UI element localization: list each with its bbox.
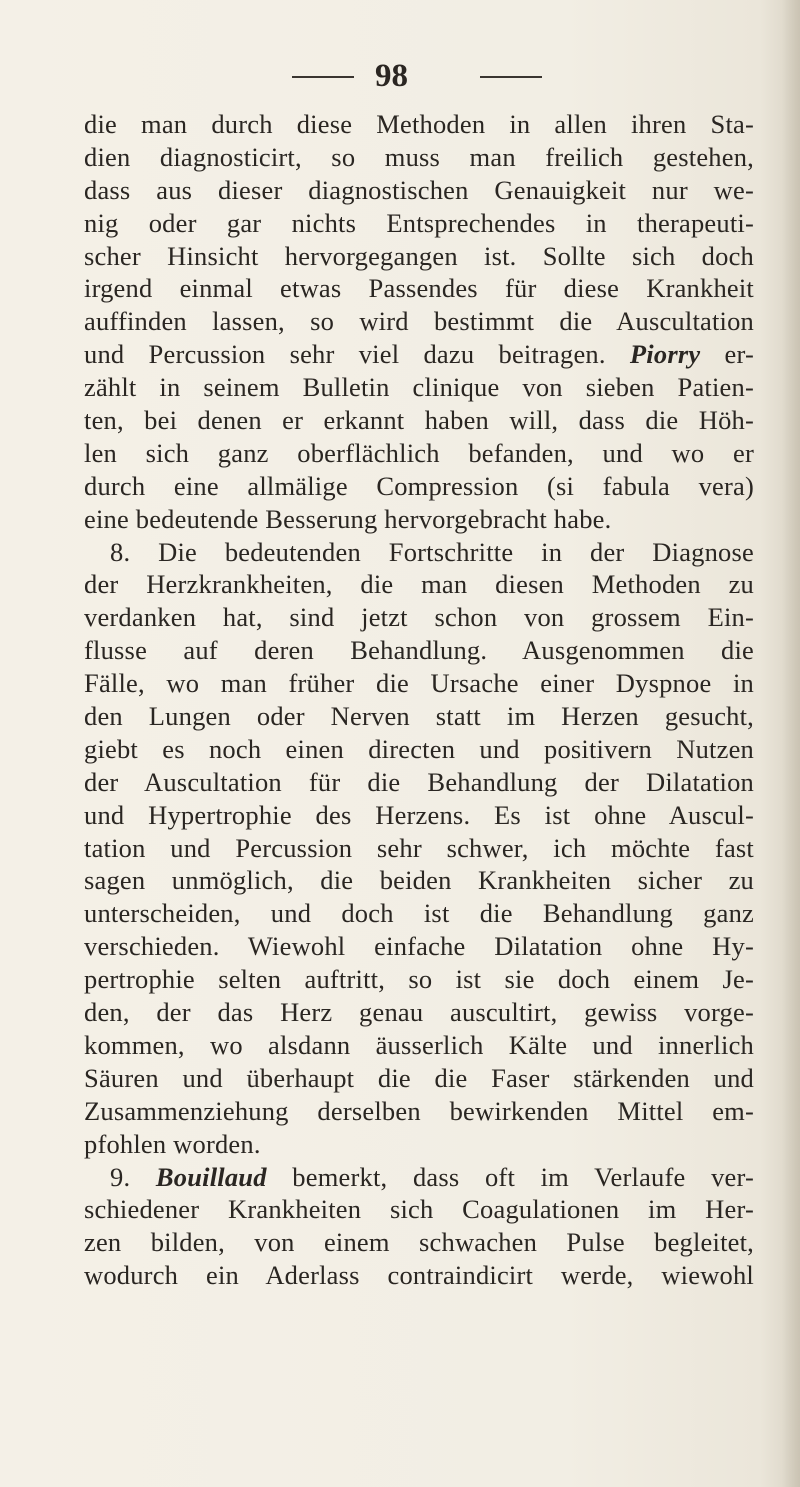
- text-line: kommen, wo alsdann äusserlich Kälte und innerlich: [84, 1029, 754, 1060]
- text-line: flusse auf deren Behandlung. Ausgenommen die: [84, 635, 754, 666]
- text-line: tation und Percussion sehr schwer, ich möchte fast: [84, 832, 754, 863]
- text-line: 8. Die bedeutenden Fortschritte in der Diagnose: [110, 536, 754, 567]
- text-line: unterscheiden, und doch ist die Behandlung ganz: [84, 898, 754, 929]
- text-line: der Auscultation für die Behandlung der Dilatation: [84, 766, 754, 797]
- text-line: zen bilden, von einem schwachen Pulse begleitet,: [84, 1227, 754, 1258]
- text-line: eine bedeutende Besserung hervorgebracht habe.: [84, 503, 612, 534]
- text-line: Säuren und überhaupt die die Faser stärkenden und: [84, 1062, 754, 1093]
- author-name: Piorry: [629, 339, 701, 370]
- page-header: [0, 56, 800, 96]
- text-line: den, der das Herz genau auscultirt, gewiss vorge-: [84, 997, 754, 1028]
- text-line: auffinden lassen, so wird bestimmt die Auscultation: [84, 306, 754, 337]
- text-line: Fälle, wo man früher die Ursache einer Dyspnoe in: [84, 668, 754, 699]
- page-number: 98: [375, 58, 408, 94]
- text-line: pertrophie selten auftritt, so ist sie doch einem Je-: [84, 964, 754, 995]
- text-line: ten, bei denen er erkannt haben will, dass die Höh-: [84, 405, 754, 436]
- text-line: irgend einmal etwas Passendes für diese Krankheit: [84, 273, 754, 304]
- text-line: sagen unmöglich, die beiden Krankheiten sicher zu: [84, 865, 754, 896]
- text-line: verdanken hat, sind jetzt schon von grossem Ein-: [84, 602, 754, 633]
- text-line: len sich ganz oberflächlich befanden, und wo er: [84, 437, 754, 468]
- text-line: wodurch ein Aderlass contraindicirt werde, wiewohl: [84, 1260, 754, 1291]
- text-line: der Herzkrankheiten, die man diesen Methoden zu: [84, 569, 754, 600]
- text-segment: und Percussion sehr viel dazu beitragen.: [84, 339, 630, 370]
- text-line: verschieden. Wiewohl einfache Dilatation ohne Hy-: [84, 931, 754, 962]
- text-line: scher Hinsicht hervorgegangen ist. Sollte sich doch: [84, 240, 754, 271]
- text-line: den Lungen oder Nerven statt im Herzen gesucht,: [84, 701, 754, 732]
- body-text: [84, 108, 754, 1292]
- text-line: giebt es noch einen directen und positivern Nutzen: [84, 733, 754, 764]
- text-line: [84, 338, 754, 371]
- page-edge-shadow: [782, 0, 800, 1487]
- header-rule-left: [292, 76, 354, 78]
- text-segment: 9.: [110, 1161, 156, 1192]
- text-line: schiedener Krankheiten sich Coagulationen im Her-: [84, 1194, 754, 1225]
- text-line: [84, 1161, 754, 1194]
- text-line: pfohlen worden.: [84, 1128, 261, 1159]
- text-line: dass aus dieser diagnostischen Genauigkeit nur we-: [84, 174, 754, 205]
- text-line: zählt in seinem Bulletin clinique von sieben Patien-: [84, 372, 754, 403]
- text-line: durch eine allmälige Compression (si fabula vera): [84, 470, 754, 501]
- text-line: die man durch diese Methoden in allen ihren Sta-: [84, 109, 754, 139]
- text-line: Zusammenziehung derselben bewirkenden Mittel em-: [84, 1095, 754, 1126]
- text-segment: bemerkt, dass oft im Verlaufe ver-: [266, 1161, 754, 1192]
- text-line: dien diagnosticirt, so muss man freilich gestehen,: [84, 141, 754, 172]
- text-line: und Hypertrophie des Herzens. Es ist ohne Auscul-: [84, 799, 754, 830]
- text-segment: er-: [700, 339, 754, 370]
- author-name: Bouillaud: [155, 1161, 267, 1192]
- text-line: nig oder gar nichts Entsprechendes in therapeuti-: [84, 207, 754, 238]
- header-rule-right: [480, 76, 542, 78]
